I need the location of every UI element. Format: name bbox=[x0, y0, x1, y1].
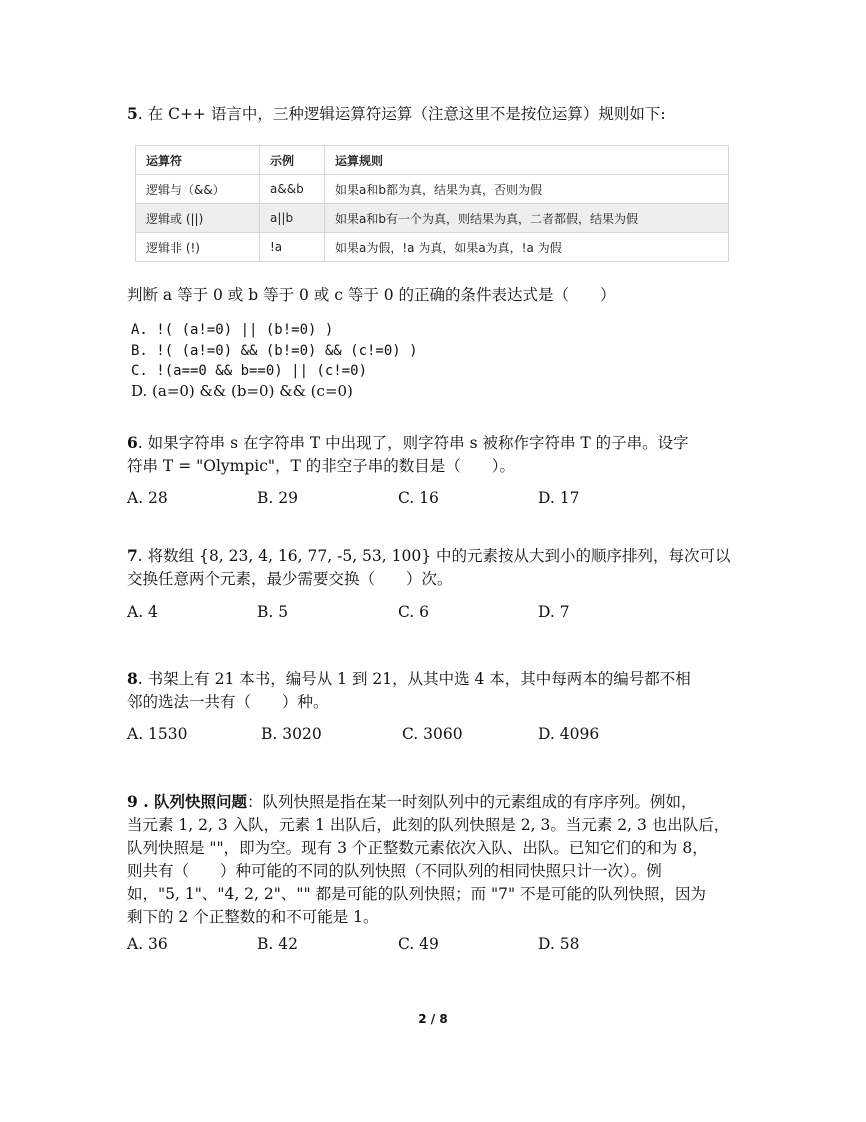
question-text: 邻的选法一共有（ ）种。 bbox=[127, 693, 329, 711]
table-row bbox=[136, 233, 729, 262]
question-number: 7 bbox=[127, 546, 138, 565]
question-text: ：队列快照是指在某一时刻队列中的元素组成的有序序列。例如， bbox=[247, 793, 697, 811]
question-text: . 在 C++ 语言中，三种逻辑运算符运算（注意这里不是按位运算）规则如下: bbox=[137, 105, 666, 123]
table-header-cell: 示例 bbox=[260, 146, 325, 175]
question-text: . 如果字符串 s 在字符串 T 中出现了，则字符串 s 被称作字符串 T 的子串。设字 bbox=[137, 434, 689, 452]
question-number: 9 bbox=[127, 792, 138, 811]
option-d: D. 17 bbox=[538, 489, 580, 507]
table-cell: !a bbox=[260, 233, 325, 262]
question-number: 6 bbox=[127, 433, 138, 452]
question-9-stem bbox=[127, 790, 752, 929]
option-b: B. 5 bbox=[257, 603, 289, 621]
option-d: D. 7 bbox=[538, 603, 570, 621]
question-text: 剩下的 2 个正整数的和不可能是 1。 bbox=[127, 908, 379, 926]
table-row bbox=[136, 204, 729, 233]
table-cell: a||b bbox=[260, 204, 325, 233]
option-a: A. 4 bbox=[127, 603, 158, 621]
option-c: C. !(a==0 && b==0) || (c!=0) bbox=[131, 363, 368, 379]
option-b: B. 42 bbox=[257, 935, 298, 953]
option-b: B. !( (a!=0) && (b!=0) && (c!=0) ) bbox=[131, 343, 418, 359]
option-a: A. !( (a!=0) || (b!=0) ) bbox=[131, 322, 334, 338]
question-text: 队列快照是 ""，即为空。现有 3 个正整数元素依次入队、出队。已知它们的和为 8， bbox=[127, 839, 708, 857]
question-text: 符串 T = "Olympic"，T 的非空子串的数目是（ ）。 bbox=[127, 457, 516, 475]
table-cell: 逻辑与（&&） bbox=[136, 175, 260, 204]
option-c: C. 3060 bbox=[402, 725, 463, 743]
question-text: 则共有（ ）种可能的不同的队列快照（不同队列的相同快照只计一次）。例 bbox=[127, 862, 662, 880]
table-cell: 如果a为假，!a 为真，如果a为真，!a 为假 bbox=[325, 233, 729, 262]
question-text: 如，"5, 1"、"4, 2, 2"、"" 都是可能的队列快照；而 "7" 不是可能的队列快照，因为 bbox=[127, 885, 707, 903]
question-number: 5 bbox=[127, 104, 138, 123]
question-6-stem bbox=[127, 431, 747, 478]
option-c: C. 6 bbox=[398, 603, 430, 621]
option-a: A. 1530 bbox=[127, 725, 188, 743]
option-a: A. 28 bbox=[127, 489, 168, 507]
table-header-row bbox=[136, 146, 729, 175]
table-cell: a&&b bbox=[260, 175, 325, 204]
option-a: A. 36 bbox=[127, 935, 168, 953]
question-text: . 将数组 {8, 23, 4, 16, 77, -5, 53, 100} 中的元素按从大到小的顺序排列，每次可以 bbox=[137, 547, 731, 565]
option-b: B. 3020 bbox=[261, 725, 322, 743]
question-8-stem bbox=[127, 667, 747, 714]
table-row bbox=[136, 175, 729, 204]
table-header-cell: 运算符 bbox=[136, 146, 260, 175]
option-c: C. 16 bbox=[398, 489, 439, 507]
option-b: B. 29 bbox=[257, 489, 298, 507]
question-5-prompt: 判断 a 等于 0 或 b 等于 0 或 c 等于 0 的正确的条件表达式是（ ） bbox=[127, 286, 616, 304]
question-text: 交换任意两个元素，最少需要交换（ ）次。 bbox=[127, 570, 453, 588]
question-5-stem bbox=[127, 102, 747, 126]
table-cell: 逻辑或 (||) bbox=[136, 204, 260, 233]
option-d: D. 58 bbox=[538, 935, 580, 953]
question-7-stem bbox=[127, 544, 747, 591]
page-number: 2 / 8 bbox=[418, 1012, 448, 1026]
option-c: C. 49 bbox=[398, 935, 439, 953]
table-cell: 如果a和b都为真，结果为真，否则为假 bbox=[325, 175, 729, 204]
option-d: D. 4096 bbox=[538, 725, 600, 743]
logic-operator-table bbox=[135, 145, 729, 262]
option-d: D. (a=0) && (b=0) && (c=0) bbox=[131, 382, 353, 400]
table-cell: 逻辑非 (!) bbox=[136, 233, 260, 262]
question-text: . 书架上有 21 本书，编号从 1 到 21，从其中选 4 本，其中每两本的编号都不相 bbox=[137, 670, 691, 688]
table-cell: 如果a和b有一个为真，则结果为真，二者都假，结果为假 bbox=[325, 204, 729, 233]
question-number: 8 bbox=[127, 669, 138, 688]
question-title: . 队列快照问题 bbox=[137, 792, 247, 811]
question-text: 当元素 1, 2, 3 入队，元素 1 出队后，此刻的队列快照是 2, 3。当元素 2, 3 也出队后， bbox=[127, 816, 730, 834]
table-header-cell: 运算规则 bbox=[325, 146, 729, 175]
